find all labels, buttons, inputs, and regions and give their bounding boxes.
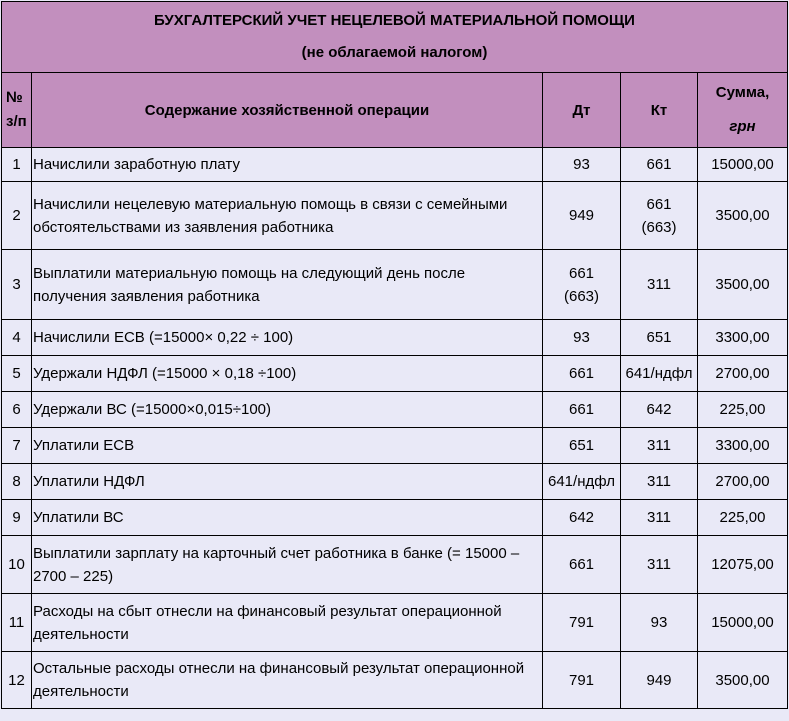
table-row: [2, 536, 788, 594]
header-num-line1: №: [6, 89, 23, 106]
table-row: [2, 392, 788, 428]
row-description: Удержали ВС (=15000×0,015÷100): [32, 392, 543, 428]
header-credit: Кт: [621, 73, 698, 148]
row-credit: 661: [621, 148, 698, 182]
title-row: [2, 2, 788, 73]
row-number: 3: [2, 250, 32, 320]
row-description: Уплатили ВС: [32, 500, 543, 536]
row-debit: 661: [543, 536, 621, 594]
row-credit: 311: [621, 428, 698, 464]
row-description: Расходы на сбыт отнесли на финансовый результат операционной деятельности: [32, 594, 543, 652]
row-credit: 311: [621, 536, 698, 594]
row-number: 8: [2, 464, 32, 500]
row-credit: 651: [621, 320, 698, 356]
table-row: [2, 652, 788, 709]
row-sum: 225,00: [698, 500, 788, 536]
row-number: 5: [2, 356, 32, 392]
header-num-line2: з/п: [6, 113, 27, 130]
row-sum: 12075,00: [698, 536, 788, 594]
row-sum: 225,00: [698, 392, 788, 428]
table-row: [2, 594, 788, 652]
table-row: [2, 464, 788, 500]
row-debit: 661: [543, 392, 621, 428]
row-number: 2: [2, 182, 32, 250]
row-debit: 651: [543, 428, 621, 464]
row-sum: 3300,00: [698, 320, 788, 356]
row-credit: 311: [621, 464, 698, 500]
row-description: Выплатили зарплату на карточный счет работника в банке (= 15000 – 2700 – 225): [32, 536, 543, 594]
row-number: 11: [2, 594, 32, 652]
row-sum: 3500,00: [698, 182, 788, 250]
row-debit: 791: [543, 652, 621, 709]
header-sum-line2: грн: [729, 118, 756, 135]
row-number: 10: [2, 536, 32, 594]
table-row: [2, 356, 788, 392]
header-sum: [698, 73, 788, 148]
header-description: Содержание хозяйственной операции: [32, 73, 543, 148]
row-debit: 641/ндфл: [543, 464, 621, 500]
table-row: [2, 500, 788, 536]
row-number: 9: [2, 500, 32, 536]
row-number: 6: [2, 392, 32, 428]
row-sum: 15000,00: [698, 148, 788, 182]
row-description: Уплатили НДФЛ: [32, 464, 543, 500]
row-credit: 642: [621, 392, 698, 428]
table-title: [2, 2, 788, 73]
row-debit: 93: [543, 148, 621, 182]
row-number: 7: [2, 428, 32, 464]
row-sum: 3300,00: [698, 428, 788, 464]
row-number: 4: [2, 320, 32, 356]
row-debit-line2: (663): [563, 287, 600, 305]
header-sum-line2-wrap: [698, 110, 787, 144]
row-credit: 641/ндфл: [621, 356, 698, 392]
row-description: Уплатили ЕСВ: [32, 428, 543, 464]
row-credit-line1: 661: [646, 195, 672, 213]
row-description: Удержали НДФЛ (=15000 × 0,18 ÷100): [32, 356, 543, 392]
header-debit: Дт: [543, 73, 621, 148]
row-sum: 3500,00: [698, 652, 788, 709]
row-debit: [543, 250, 621, 320]
header-sum-line1: Сумма,: [715, 84, 770, 101]
table-title-line2: (не облагаемой налогом): [301, 44, 488, 61]
row-debit: 791: [543, 594, 621, 652]
row-number: 1: [2, 148, 32, 182]
row-credit: 311: [621, 250, 698, 320]
row-credit: 93: [621, 594, 698, 652]
row-number: 12: [2, 652, 32, 709]
row-sum: 2700,00: [698, 356, 788, 392]
table-row: [2, 182, 788, 250]
row-sum: 3500,00: [698, 250, 788, 320]
row-credit: 311: [621, 500, 698, 536]
row-debit: 949: [543, 182, 621, 250]
row-sum: 2700,00: [698, 464, 788, 500]
row-debit: 93: [543, 320, 621, 356]
row-description: Начислили нецелевую материальную помощь в связи с семейными обстоятельствами из заявления работника: [32, 182, 543, 250]
row-description: Остальные расходы отнесли на финансовый результат операционной деятельности: [32, 652, 543, 709]
table-row: [2, 148, 788, 182]
table-row: [2, 320, 788, 356]
header-row: [2, 73, 788, 148]
row-description: Начислили ЕСВ (=15000× 0,22 ÷ 100): [32, 320, 543, 356]
row-description: Начислили заработную плату: [32, 148, 543, 182]
row-sum: 15000,00: [698, 594, 788, 652]
table-row: [2, 428, 788, 464]
header-num: [2, 73, 32, 148]
accounting-table: [1, 1, 788, 709]
row-credit-line2: (663): [641, 218, 677, 236]
row-debit: 661: [543, 356, 621, 392]
table-title-line1: БУХГАЛТЕРСКИЙ УЧЕТ НЕЦЕЛЕВОЙ МАТЕРИАЛЬНОЙ ПОМОЩИ: [154, 12, 635, 29]
table-row: [2, 250, 788, 320]
row-debit-line1: 661: [568, 264, 595, 282]
row-description: Выплатили материальную помощь на следующий день после получения заявления работника: [32, 250, 543, 320]
row-debit: 642: [543, 500, 621, 536]
row-credit: [621, 182, 698, 250]
row-credit: 949: [621, 652, 698, 709]
